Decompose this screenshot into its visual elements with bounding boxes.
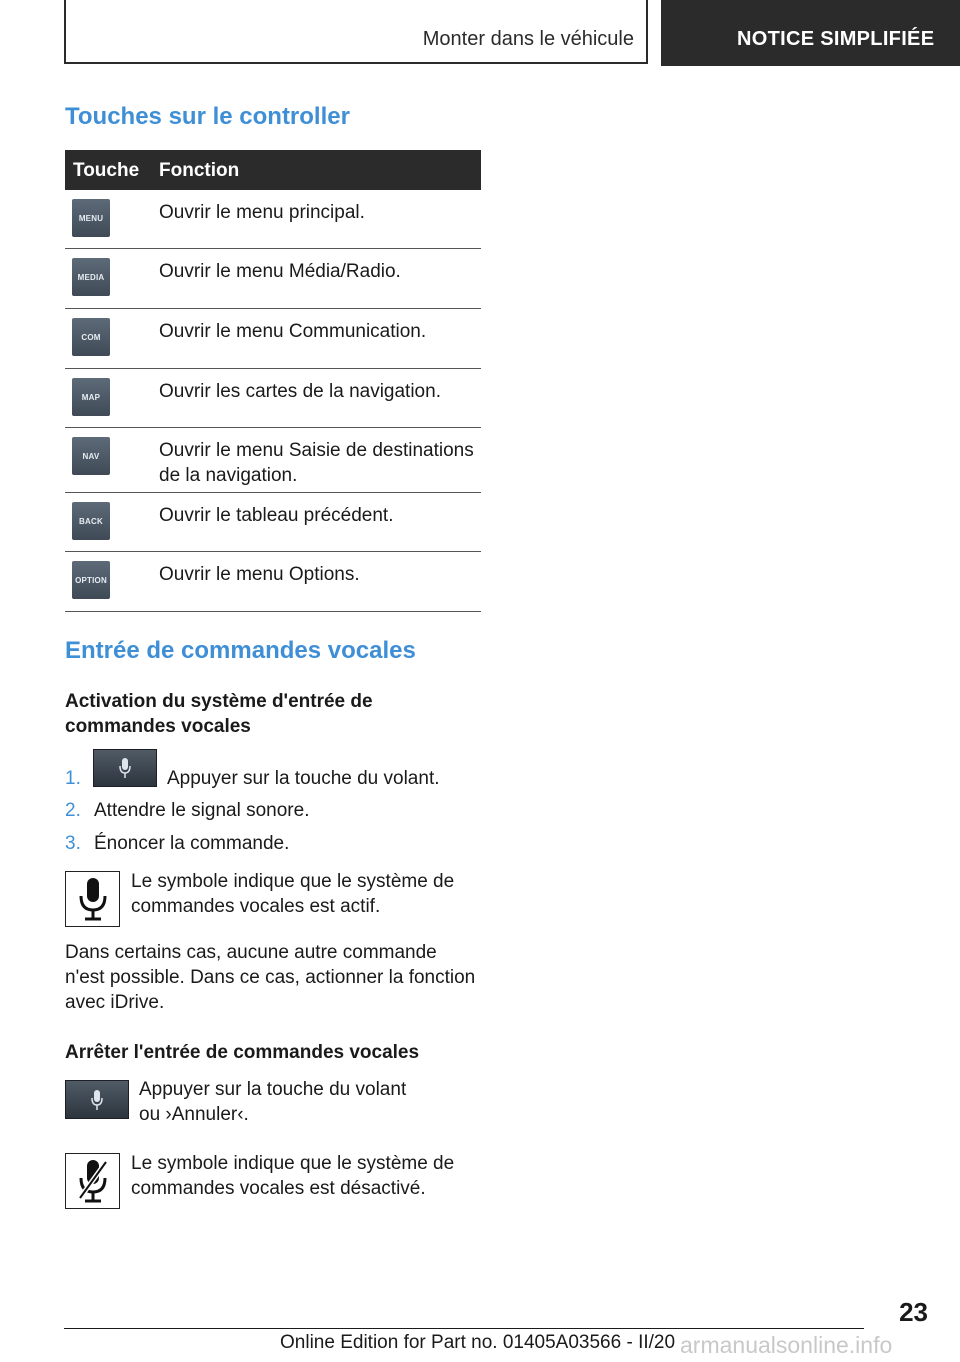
inactive-note: Le symbole indique que le système de commandes vocales est désactivé. <box>131 1153 455 1199</box>
media-key-icon: MEDIA <box>72 258 110 296</box>
col-header-function: Fonction <box>159 160 240 181</box>
footer-edition: Online Edition for Part no. 01405A03566 - II/20 <box>280 1332 676 1353</box>
voice-button-icon <box>65 1080 129 1119</box>
step-number: 3. <box>65 833 81 854</box>
active-note: Le symbole indique que le système de commandes vocales est actif. <box>131 871 455 917</box>
map-key-icon: MAP <box>72 378 110 416</box>
option-key-icon: OPTION <box>72 561 110 599</box>
voice-button-icon <box>93 749 157 787</box>
stop-text: Appuyer sur la touche du volant ou ›Annuler‹. <box>139 1079 407 1125</box>
step-text: Attendre le signal sonore. <box>94 800 310 821</box>
nav-key-icon: NAV <box>72 437 110 475</box>
step-number: 1. <box>65 768 81 789</box>
row-function: Ouvrir le menu Saisie de destinations de la navigation. <box>159 440 474 486</box>
info-paragraph: Dans certains cas, aucune autre commande n'est possible. Dans ce cas, actionner la fonction avec iDrive. <box>65 942 476 1013</box>
header-section-box <box>64 0 648 64</box>
step-text: Énoncer la commande. <box>94 833 290 854</box>
step-text: Appuyer sur la touche du volant. <box>167 768 440 789</box>
table-row <box>65 369 481 428</box>
watermark: armanualsonline.info <box>680 1332 893 1358</box>
controller-heading: Touches sur le controller <box>65 103 350 130</box>
voice-heading: Entrée de commandes vocales <box>65 637 416 664</box>
controller-table <box>65 150 481 612</box>
row-function: Ouvrir le menu Options. <box>159 564 360 585</box>
table-row <box>65 249 481 309</box>
activation-title: Activation du système d'entrée de commandes vocales <box>65 691 373 737</box>
step-number: 2. <box>65 800 81 821</box>
header-doc-box <box>661 0 960 66</box>
section-title: Monter dans le véhicule <box>422 28 634 50</box>
row-function: Ouvrir le menu Communication. <box>159 321 427 342</box>
row-function: Ouvrir le tableau précédent. <box>159 505 394 526</box>
row-function: Ouvrir le menu principal. <box>159 202 365 223</box>
doc-type-label: NOTICE SIMPLIFIÉE <box>737 28 935 50</box>
microphone-off-icon <box>65 1153 120 1209</box>
col-header-key: Touche <box>73 160 140 181</box>
page-number: 23 <box>899 1297 928 1327</box>
row-function: Ouvrir le menu Média/Radio. <box>159 261 401 282</box>
com-key-icon: COM <box>72 318 110 356</box>
table-row <box>65 493 481 552</box>
table-row <box>65 309 481 369</box>
stop-title: Arrêter l'entrée de commandes vocales <box>65 1042 420 1063</box>
microphone-active-icon <box>65 871 120 927</box>
back-key-icon: BACK <box>72 502 110 540</box>
table-row <box>65 552 481 612</box>
footer-divider <box>64 1328 864 1329</box>
table-header <box>65 150 481 190</box>
menu-key-icon: MENU <box>72 199 110 237</box>
row-function: Ouvrir les cartes de la navigation. <box>159 381 441 402</box>
table-row <box>65 190 481 249</box>
table-row <box>65 428 481 493</box>
